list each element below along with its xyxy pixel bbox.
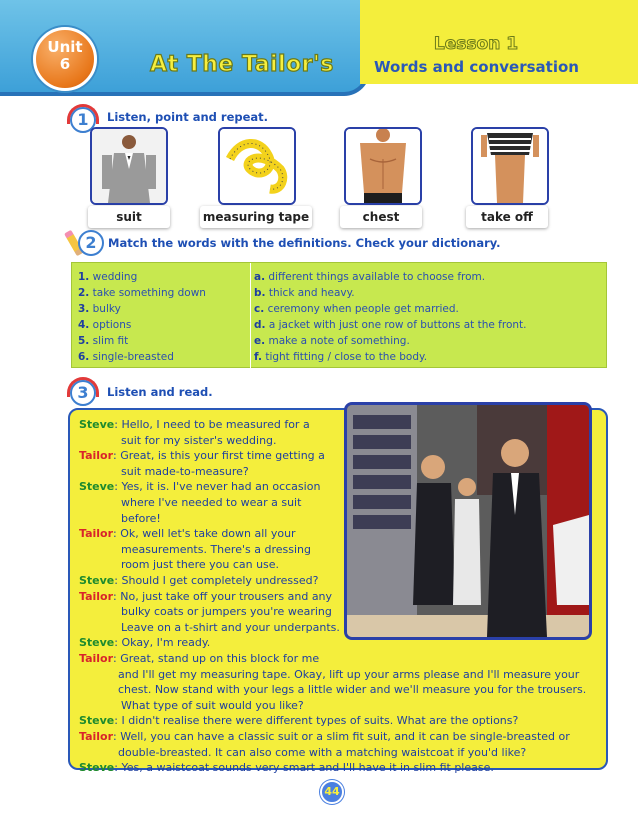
vocab-label-suit: suit: [88, 206, 170, 228]
speaker-name: Tailor: [79, 589, 114, 603]
section-instruction: Listen and read.: [107, 385, 213, 399]
speaker-colon: :: [114, 418, 122, 431]
speaker-name: Steve: [79, 761, 115, 775]
dialogue-line: [121, 620, 340, 636]
definition-item: e. make a note of something.: [254, 335, 410, 347]
dialogue-line: [118, 667, 579, 683]
chest-image: [344, 127, 422, 205]
dialogue-line: [118, 682, 586, 698]
dialogue-line: [121, 511, 161, 527]
section-instruction: Match the words with the definitions. Check your dictionary.: [108, 236, 501, 250]
dialogue-text: Okay, I'm ready.: [121, 636, 211, 650]
word-item: 5. slim fit: [78, 335, 129, 347]
dialogue-text: room just there you can use.: [121, 558, 280, 572]
speaker-colon: :: [113, 730, 121, 743]
speaker-colon: :: [114, 761, 122, 775]
word-item: 4. options: [78, 319, 132, 331]
dialogue-line: [79, 573, 318, 589]
section-number-badge: 2: [78, 230, 104, 256]
vocab-label-take-off: take off: [466, 206, 548, 228]
speaker-name: Steve: [79, 480, 115, 494]
dialogue-line: [121, 557, 279, 573]
speaker-name: Steve: [79, 418, 115, 431]
speaker-colon: :: [113, 652, 121, 665]
take-off-image: [471, 127, 549, 205]
speaker-name: Tailor: [79, 730, 114, 743]
unit-badge: [33, 27, 97, 91]
dialogue-text: bulky coats or jumpers you're wearing: [121, 605, 332, 619]
speaker-colon: :: [113, 589, 121, 603]
dialogue-text: Should I get completely undressed?: [121, 574, 319, 587]
speaker-colon: :: [114, 574, 122, 587]
speaker-colon: :: [114, 480, 122, 494]
dialogue-text: Yes, a waistcoat sounds very smart and I'll have it in slim fit please.: [121, 761, 494, 775]
dialogue-text: What type of suit would you like?: [121, 698, 304, 712]
dialogue-text: and I'll get my measuring tape. Okay, lift up your arms please and I'll measure your: [118, 667, 580, 681]
definition-item: b. thick and heavy.: [254, 287, 355, 299]
dialogue-line: [79, 479, 320, 495]
dialogue-text: suit made-to-measure?: [121, 464, 249, 478]
dialogue-text: Leave on a t-shirt and your underpants.: [121, 620, 340, 634]
word-item: 3. bulky: [78, 303, 121, 315]
measuring-tape-image: [218, 127, 296, 205]
dialogue-text: Great, is this your first time getting a: [120, 449, 325, 463]
dialogue-line: [79, 635, 210, 651]
dialogue-line: [118, 745, 526, 761]
speaker-colon: :: [114, 714, 122, 728]
column-divider: [250, 263, 251, 369]
speaker-name: Steve: [79, 636, 115, 650]
speaker-name: Steve: [79, 714, 115, 728]
definition-item: a. different things available to choose from.: [254, 271, 486, 283]
speaker-colon: :: [114, 636, 122, 650]
page-number: 44: [320, 780, 344, 804]
speaker-name: Steve: [79, 574, 115, 587]
dialogue-line: [79, 526, 296, 542]
speaker-colon: :: [113, 449, 121, 463]
dialogue-text: before!: [121, 511, 161, 525]
section-number-badge: 3: [70, 380, 96, 406]
matching-exercise: [71, 262, 607, 368]
unit-title: At The Tailor's: [150, 52, 334, 77]
vocab-label-chest: chest: [340, 206, 422, 228]
dialogue-line: [79, 760, 494, 776]
dialogue-line: [121, 542, 311, 558]
section-instruction: Listen, point and repeat.: [107, 110, 269, 124]
dialogue-line: [79, 651, 319, 667]
dialogue-line: [121, 604, 332, 620]
dialogue-text: Ok, well let's take down all your: [120, 527, 296, 541]
definition-item: f. tight fitting / close to the body.: [254, 351, 428, 363]
dialogue-line: [79, 448, 325, 464]
dialogue-line: [121, 698, 304, 714]
dialogue-text: suit for my sister's wedding.: [121, 433, 277, 447]
speaker-name: Tailor: [79, 527, 114, 541]
dialogue-text: chest. Now stand with your legs a little wider and we'll measure you for the trousers.: [118, 683, 587, 697]
unit-word: Unit: [47, 38, 83, 56]
tailor-photo: [344, 402, 592, 640]
definition-item: c. ceremony when people get married.: [254, 303, 459, 315]
dialogue-text: Hello, I need to be measured for a: [121, 418, 310, 431]
speaker-colon: :: [113, 527, 121, 541]
suit-image: [90, 127, 168, 205]
word-item: 6. single-breasted: [78, 351, 174, 363]
dialogue-text: I didn't realise there were different types of suits. What are the options?: [121, 714, 519, 728]
definition-item: d. a jacket with just one row of buttons at the front.: [254, 319, 527, 331]
dialogue-text: where I've needed to wear a suit: [121, 496, 302, 509]
dialogue-line: [79, 729, 570, 745]
word-item: 2. take something down: [78, 287, 206, 299]
dialogue-text: measurements. There's a dressing: [121, 542, 311, 556]
speaker-name: Tailor: [79, 449, 114, 463]
speaker-name: Tailor: [79, 652, 114, 665]
dialogue-line: [121, 433, 277, 449]
dialogue-line: [79, 713, 518, 729]
dialogue-text: Yes, it is. I've never had an occasion: [121, 480, 321, 494]
dialogue-line: [79, 417, 310, 433]
dialogue-line: [121, 495, 301, 511]
dialogue-text: double-breasted. It can also come with a matching waistcoat if you'd like?: [118, 745, 527, 759]
section-number-badge: 1: [70, 107, 96, 133]
lesson-title: Words and conversation: [374, 58, 579, 76]
lesson-number: Lesson 1: [433, 34, 519, 54]
word-item: 1. wedding: [78, 271, 138, 283]
dialogue-text: Great, stand up on this block for me: [120, 652, 320, 665]
dialogue-line: [121, 464, 249, 480]
dialogue-text: Well, you can have a classic suit or a slim fit suit, and it can be single-breasted or: [120, 730, 570, 743]
unit-number: 6: [59, 55, 71, 73]
dialogue-line: [79, 589, 332, 605]
dialogue-text: No, just take off your trousers and any: [120, 589, 333, 603]
vocab-label-measuring-tape: measuring tape: [200, 206, 312, 228]
